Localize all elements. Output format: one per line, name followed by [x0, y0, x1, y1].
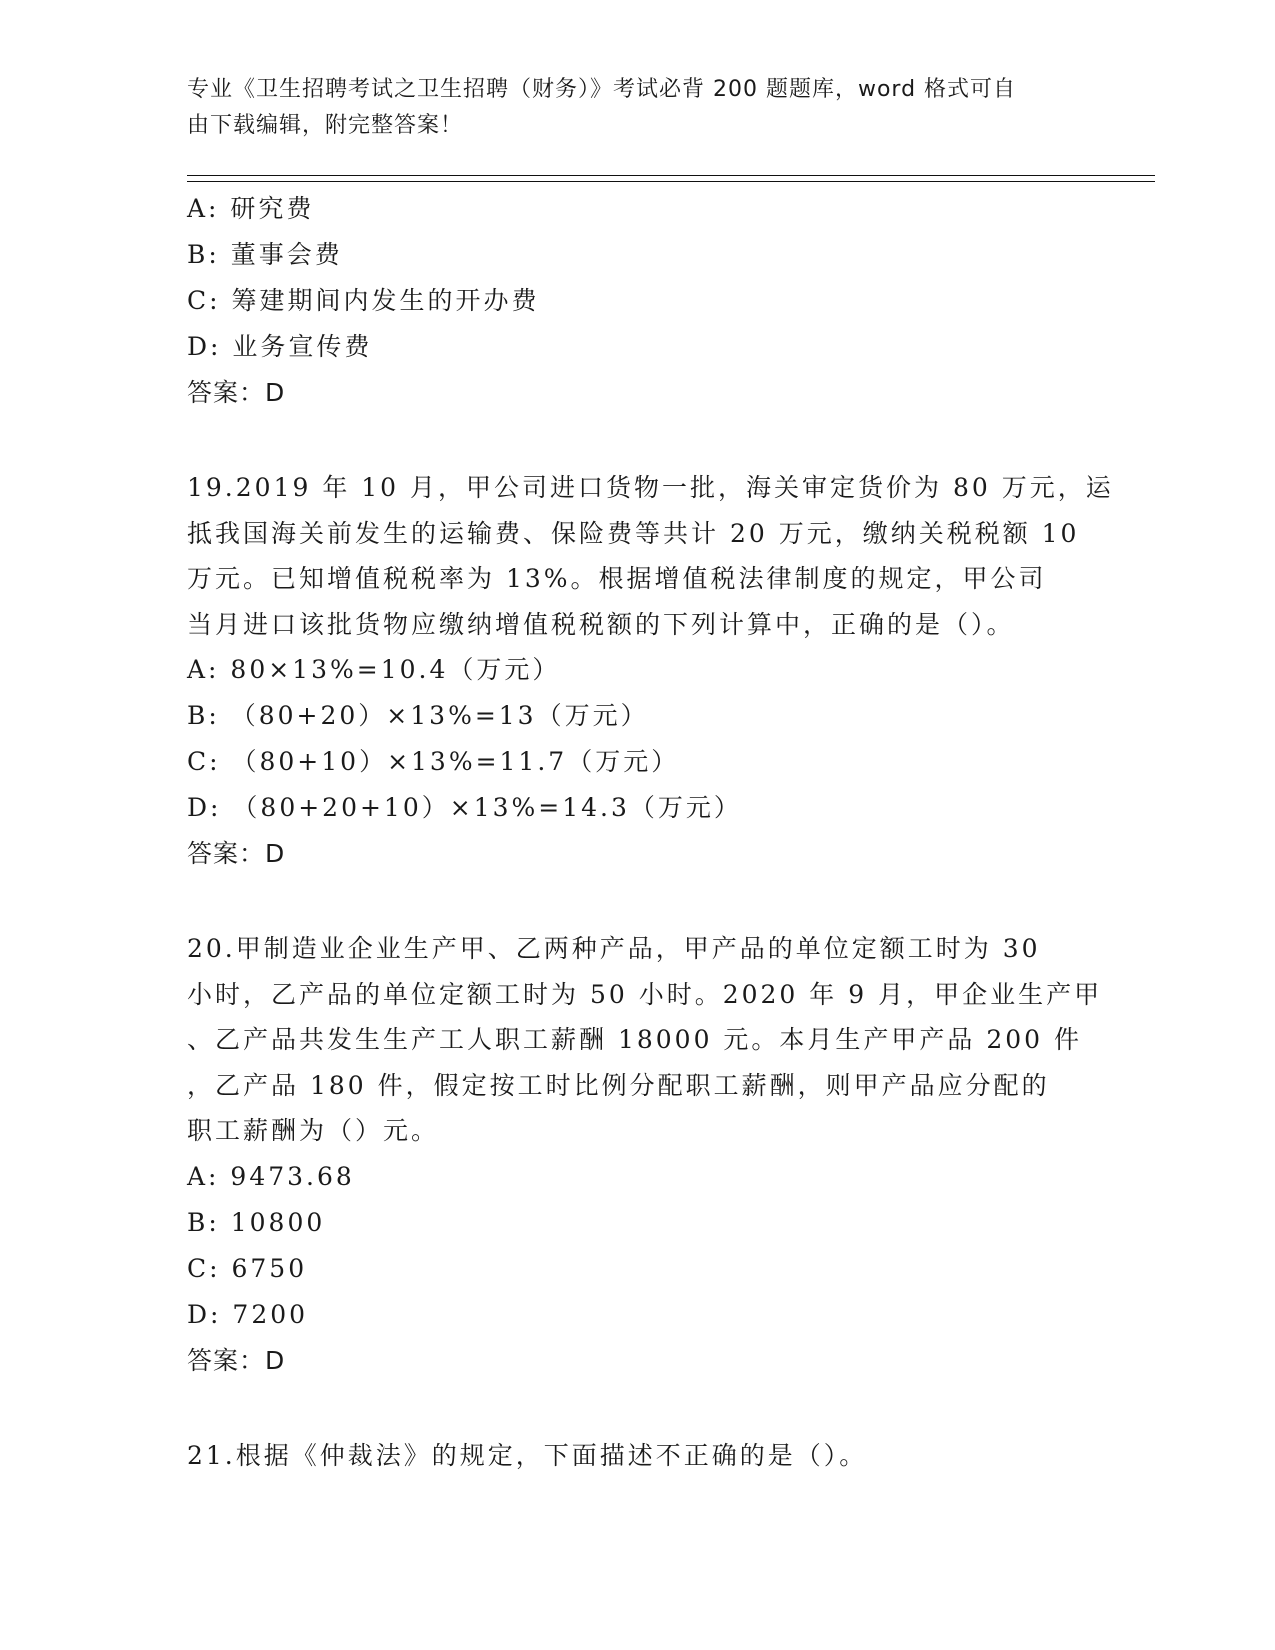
stem-line: 职工薪酬为（）元。 — [187, 1116, 440, 1145]
question-19 — [187, 465, 1114, 877]
option-b: B: （80+20）×13%=13（万元） — [187, 701, 649, 730]
option-c: C: 筹建期间内发生的开办费 — [187, 286, 540, 315]
option-a: A: 9473.68 — [187, 1161, 355, 1191]
stem-line: 21.根据《仲裁法》的规定，下面描述不正确的是（）。 — [187, 1440, 868, 1470]
question-stem — [187, 465, 1114, 647]
option-b: B: 董事会费 — [187, 240, 343, 269]
question-20 — [187, 926, 1103, 1384]
answer: 答案：D — [187, 839, 286, 868]
option-a: A: 80×13%=10.4（万元） — [187, 655, 561, 684]
header-line-1: 专业《卫生招聘考试之卫生招聘（财务）》考试必背 200 题题库，word 格式可自 — [187, 77, 1017, 102]
option-c: C: （80+10）×13%=11.7（万元） — [187, 747, 680, 776]
stem-line: 、乙产品共发生生产工人职工薪酬 18000 元。本月生产甲产品 200 件 — [187, 1025, 1083, 1054]
stem-line: 万元。已知增值税税率为 13%。根据增值税法律制度的规定，甲公司 — [187, 564, 1047, 593]
option-c: C: 6750 — [187, 1253, 308, 1283]
option-d: D: 业务宣传费 — [187, 332, 373, 361]
document-header — [187, 72, 1087, 144]
option-a: A: 研究费 — [187, 194, 315, 223]
question-21 — [187, 1433, 1087, 1479]
stem-line: 20.甲制造业企业生产甲、乙两种产品，甲产品的单位定额工时为 30 — [187, 934, 1041, 963]
answer: 答案：D — [187, 1345, 286, 1375]
option-b: B: 10800 — [187, 1207, 326, 1237]
document-body — [187, 186, 1114, 1478]
option-d: D: 7200 — [187, 1299, 309, 1329]
header-divider-top — [187, 175, 1155, 176]
stem-line: 抵我国海关前发生的运输费、保险费等共计 20 万元，缴纳关税税额 10 — [187, 518, 1080, 548]
stem-line: ，乙产品 180 件，假定按工时比例分配职工薪酬，则甲产品应分配的 — [187, 1070, 1050, 1100]
stem-line: 19.2019 年 10 月，甲公司进口货物一批，海关审定货价为 80 万元，运 — [187, 473, 1114, 502]
stem-line: 小时，乙产品的单位定额工时为 50 小时。2020 年 9 月，甲企业生产甲 — [187, 979, 1103, 1009]
header-divider-bottom — [187, 181, 1155, 182]
question-stem — [187, 1433, 1087, 1479]
header-line-2: 由下载编辑，附完整答案！ — [187, 113, 464, 138]
stem-line: 当月进口该批货物应缴纳增值税税额的下列计算中，正确的是（）。 — [187, 609, 1015, 639]
option-d: D: （80+20+10）×13%=14.3（万元） — [187, 793, 742, 822]
question-stem — [187, 926, 1103, 1154]
answer: 答案：D — [187, 378, 286, 407]
question-18-remainder — [187, 186, 1087, 416]
